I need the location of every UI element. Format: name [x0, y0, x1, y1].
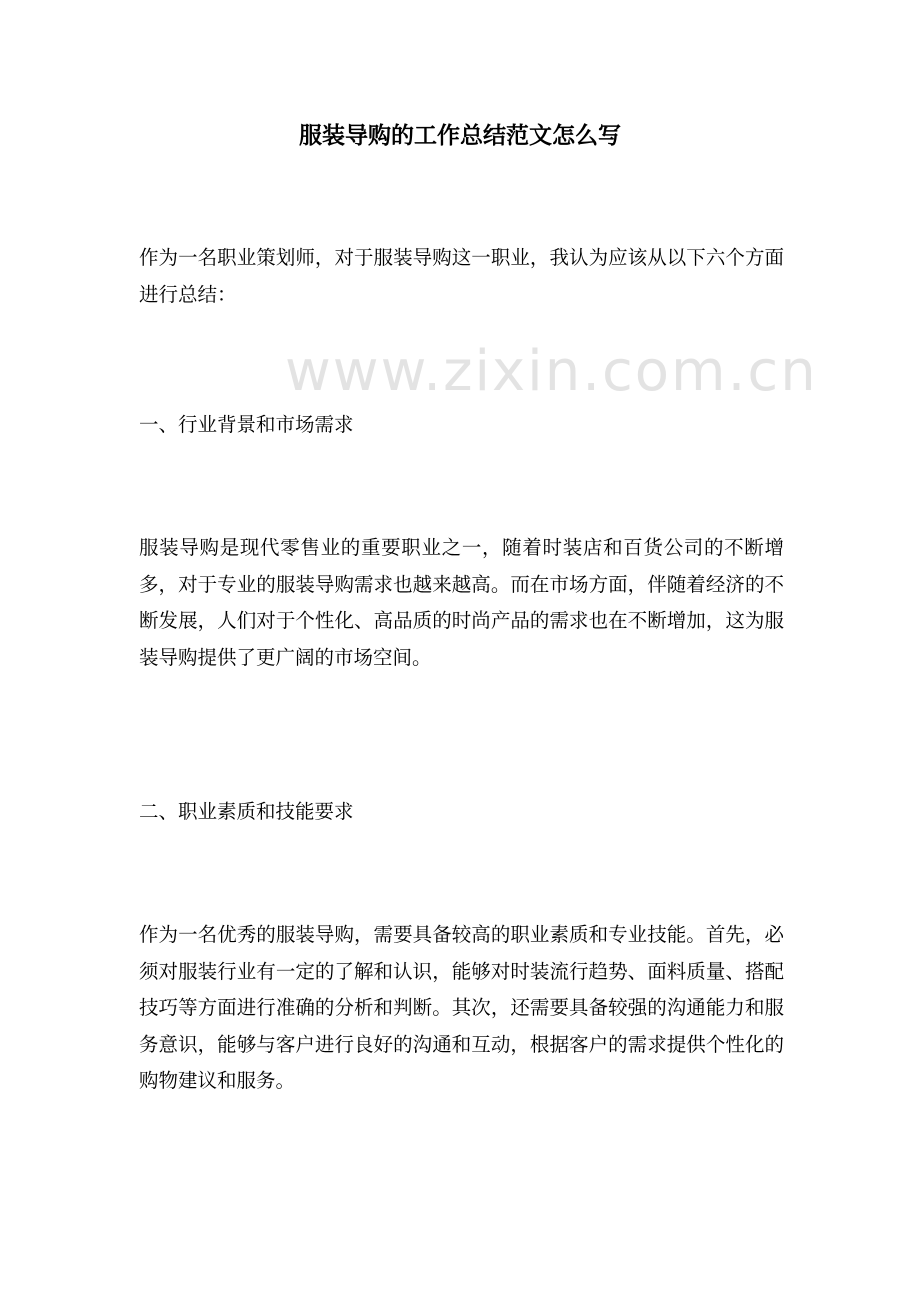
watermark-text: www.zixin.com.cn	[285, 339, 818, 404]
section-heading-2: 二、职业素质和技能要求	[139, 800, 354, 823]
section-body-1: 服装导购是现代零售业的重要职业之一，随着时装店和百货公司的不断增多，对于专业的服装导购需求也越来越高。而在市场方面，伴随着经济的不断发展，人们对于个性化、高品质的时尚产品的需求也在不断增加，这为服装导购提供了更广阔的市场空间。	[139, 536, 784, 669]
document-title: 服装导购的工作总结范文怎么写	[299, 122, 621, 149]
section-heading-1: 一、行业背景和市场需求	[139, 413, 354, 436]
section-body-2: 作为一名优秀的服装导购，需要具备较高的职业素质和专业技能。首先，必须对服装行业有一定的了解和认识，能够对时装流行趋势、面料质量、搭配技巧等方面进行准确的分析和判断。其次，还需要具备较强的沟通能力和服务意识，能够与客户进行良好的沟通和互动，根据客户的需求提供个性化的购物建议和服务。	[139, 923, 784, 1092]
intro-paragraph: 作为一名职业策划师，对于服装导购这一职业，我认为应该从以下六个方面进行总结：	[139, 246, 784, 306]
